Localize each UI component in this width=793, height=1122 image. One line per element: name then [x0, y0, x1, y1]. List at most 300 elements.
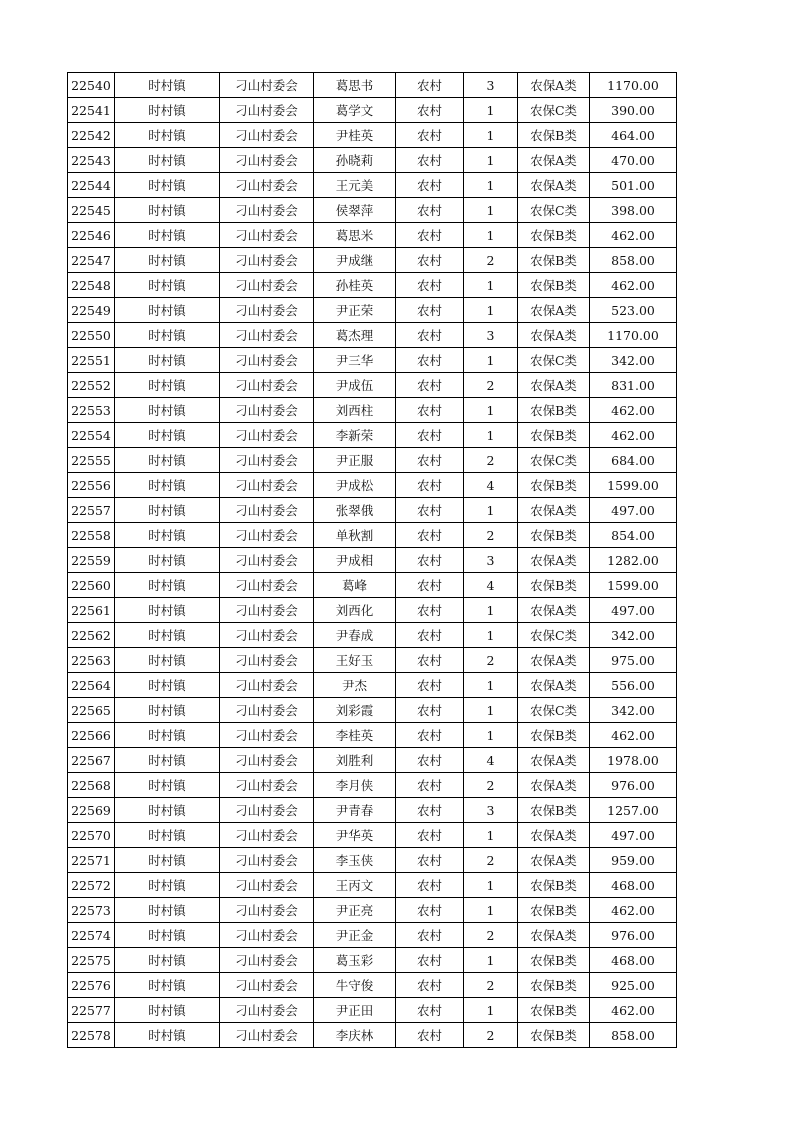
name-cell: 李新荣 — [314, 423, 396, 448]
person-count-cell: 1 — [464, 273, 518, 298]
table-row — [68, 423, 677, 448]
town-cell: 时村镇 — [115, 623, 220, 648]
town-cell: 时村镇 — [115, 948, 220, 973]
table-row — [68, 173, 677, 198]
town-cell: 时村镇 — [115, 173, 220, 198]
record-id-cell: 22563 — [68, 648, 115, 673]
amount-cell: 556.00 — [590, 673, 677, 698]
table-row — [68, 323, 677, 348]
table-row — [68, 148, 677, 173]
village-committee-cell: 刁山村委会 — [220, 473, 314, 498]
record-id-cell: 22558 — [68, 523, 115, 548]
household-type-cell: 农村 — [396, 248, 464, 273]
village-committee-cell: 刁山村委会 — [220, 498, 314, 523]
record-id-cell: 22553 — [68, 398, 115, 423]
person-count-cell: 4 — [464, 473, 518, 498]
person-count-cell: 1 — [464, 298, 518, 323]
village-committee-cell: 刁山村委会 — [220, 873, 314, 898]
household-type-cell: 农村 — [396, 723, 464, 748]
household-type-cell: 农村 — [396, 73, 464, 98]
table-row — [68, 623, 677, 648]
amount-cell: 470.00 — [590, 148, 677, 173]
table-row — [68, 848, 677, 873]
table-row — [68, 248, 677, 273]
town-cell: 时村镇 — [115, 873, 220, 898]
table-row — [68, 748, 677, 773]
amount-cell: 523.00 — [590, 298, 677, 323]
village-committee-cell: 刁山村委会 — [220, 323, 314, 348]
amount-cell: 462.00 — [590, 723, 677, 748]
name-cell: 尹正亮 — [314, 898, 396, 923]
table-row — [68, 923, 677, 948]
person-count-cell: 3 — [464, 323, 518, 348]
household-type-cell: 农村 — [396, 148, 464, 173]
name-cell: 刘胜利 — [314, 748, 396, 773]
amount-cell: 1170.00 — [590, 323, 677, 348]
record-id-cell: 22547 — [68, 248, 115, 273]
table-row — [68, 73, 677, 98]
record-id-cell: 22560 — [68, 573, 115, 598]
amount-cell: 925.00 — [590, 973, 677, 998]
person-count-cell: 1 — [464, 598, 518, 623]
village-committee-cell: 刁山村委会 — [220, 73, 314, 98]
person-count-cell: 2 — [464, 848, 518, 873]
record-id-cell: 22576 — [68, 973, 115, 998]
town-cell: 时村镇 — [115, 448, 220, 473]
table-row — [68, 998, 677, 1023]
household-type-cell: 农村 — [396, 398, 464, 423]
record-id-cell: 22569 — [68, 798, 115, 823]
insurance-category-cell: 农保C类 — [518, 448, 590, 473]
village-committee-cell: 刁山村委会 — [220, 898, 314, 923]
record-id-cell: 22577 — [68, 998, 115, 1023]
record-id-cell: 22561 — [68, 598, 115, 623]
name-cell: 尹青春 — [314, 798, 396, 823]
name-cell: 尹成相 — [314, 548, 396, 573]
household-type-cell: 农村 — [396, 748, 464, 773]
table-row — [68, 198, 677, 223]
insurance-category-cell: 农保B类 — [518, 1023, 590, 1048]
name-cell: 李桂英 — [314, 723, 396, 748]
household-type-cell: 农村 — [396, 648, 464, 673]
insurance-category-cell: 农保A类 — [518, 673, 590, 698]
town-cell: 时村镇 — [115, 673, 220, 698]
person-count-cell: 1 — [464, 398, 518, 423]
name-cell: 王丙文 — [314, 873, 396, 898]
insurance-category-cell: 农保A类 — [518, 598, 590, 623]
table-row — [68, 898, 677, 923]
person-count-cell: 1 — [464, 948, 518, 973]
amount-cell: 462.00 — [590, 998, 677, 1023]
table-row — [68, 348, 677, 373]
village-committee-cell: 刁山村委会 — [220, 448, 314, 473]
insurance-category-cell: 农保B类 — [518, 248, 590, 273]
household-type-cell: 农村 — [396, 473, 464, 498]
person-count-cell: 1 — [464, 623, 518, 648]
amount-cell: 468.00 — [590, 948, 677, 973]
name-cell: 王好玉 — [314, 648, 396, 673]
household-type-cell: 农村 — [396, 948, 464, 973]
person-count-cell: 4 — [464, 748, 518, 773]
name-cell: 葛峰 — [314, 573, 396, 598]
name-cell: 李庆林 — [314, 1023, 396, 1048]
person-count-cell: 2 — [464, 973, 518, 998]
insurance-category-cell: 农保B类 — [518, 123, 590, 148]
household-type-cell: 农村 — [396, 273, 464, 298]
record-id-cell: 22564 — [68, 673, 115, 698]
person-count-cell: 1 — [464, 873, 518, 898]
insurance-category-cell: 农保C类 — [518, 348, 590, 373]
table-row — [68, 448, 677, 473]
household-type-cell: 农村 — [396, 173, 464, 198]
insurance-category-cell: 农保B类 — [518, 948, 590, 973]
insurance-category-cell: 农保A类 — [518, 148, 590, 173]
village-committee-cell: 刁山村委会 — [220, 998, 314, 1023]
insurance-category-cell: 农保A类 — [518, 323, 590, 348]
record-id-cell: 22556 — [68, 473, 115, 498]
village-committee-cell: 刁山村委会 — [220, 173, 314, 198]
table-row — [68, 798, 677, 823]
household-type-cell: 农村 — [396, 98, 464, 123]
name-cell: 孙晓莉 — [314, 148, 396, 173]
name-cell: 尹三华 — [314, 348, 396, 373]
name-cell: 葛思书 — [314, 73, 396, 98]
village-committee-cell: 刁山村委会 — [220, 723, 314, 748]
insurance-category-cell: 农保B类 — [518, 998, 590, 1023]
record-id-cell: 22540 — [68, 73, 115, 98]
person-count-cell: 1 — [464, 148, 518, 173]
village-committee-cell: 刁山村委会 — [220, 573, 314, 598]
name-cell: 尹正荣 — [314, 298, 396, 323]
amount-cell: 464.00 — [590, 123, 677, 148]
amount-cell: 342.00 — [590, 623, 677, 648]
table-row — [68, 298, 677, 323]
village-committee-cell: 刁山村委会 — [220, 948, 314, 973]
name-cell: 王元美 — [314, 173, 396, 198]
town-cell: 时村镇 — [115, 498, 220, 523]
amount-cell: 497.00 — [590, 823, 677, 848]
insurance-category-cell: 农保B类 — [518, 723, 590, 748]
town-cell: 时村镇 — [115, 998, 220, 1023]
name-cell: 葛学文 — [314, 98, 396, 123]
village-committee-cell: 刁山村委会 — [220, 523, 314, 548]
record-id-cell: 22545 — [68, 198, 115, 223]
village-committee-cell: 刁山村委会 — [220, 698, 314, 723]
name-cell: 尹春成 — [314, 623, 396, 648]
amount-cell: 462.00 — [590, 223, 677, 248]
record-id-cell: 22554 — [68, 423, 115, 448]
name-cell: 张翠俄 — [314, 498, 396, 523]
person-count-cell: 1 — [464, 898, 518, 923]
amount-cell: 462.00 — [590, 398, 677, 423]
village-committee-cell: 刁山村委会 — [220, 198, 314, 223]
amount-cell: 342.00 — [590, 698, 677, 723]
town-cell: 时村镇 — [115, 373, 220, 398]
town-cell: 时村镇 — [115, 698, 220, 723]
household-type-cell: 农村 — [396, 123, 464, 148]
town-cell: 时村镇 — [115, 773, 220, 798]
name-cell: 尹成松 — [314, 473, 396, 498]
table-row — [68, 523, 677, 548]
name-cell: 孙桂英 — [314, 273, 396, 298]
amount-cell: 1257.00 — [590, 798, 677, 823]
household-type-cell: 农村 — [396, 548, 464, 573]
table-row — [68, 723, 677, 748]
table-row — [68, 398, 677, 423]
town-cell: 时村镇 — [115, 598, 220, 623]
table-row — [68, 698, 677, 723]
record-id-cell: 22575 — [68, 948, 115, 973]
household-type-cell: 农村 — [396, 373, 464, 398]
person-count-cell: 2 — [464, 448, 518, 473]
name-cell: 牛守俊 — [314, 973, 396, 998]
town-cell: 时村镇 — [115, 473, 220, 498]
insurance-category-cell: 农保B类 — [518, 523, 590, 548]
town-cell: 时村镇 — [115, 323, 220, 348]
name-cell: 李月侠 — [314, 773, 396, 798]
person-count-cell: 1 — [464, 423, 518, 448]
amount-cell: 462.00 — [590, 423, 677, 448]
insurance-category-cell: 农保B类 — [518, 973, 590, 998]
name-cell: 尹正服 — [314, 448, 396, 473]
person-count-cell: 2 — [464, 923, 518, 948]
town-cell: 时村镇 — [115, 298, 220, 323]
record-id-cell: 22565 — [68, 698, 115, 723]
amount-cell: 497.00 — [590, 498, 677, 523]
village-committee-cell: 刁山村委会 — [220, 148, 314, 173]
village-committee-cell: 刁山村委会 — [220, 973, 314, 998]
household-type-cell: 农村 — [396, 323, 464, 348]
name-cell: 尹桂英 — [314, 123, 396, 148]
amount-cell: 858.00 — [590, 1023, 677, 1048]
village-committee-cell: 刁山村委会 — [220, 1023, 314, 1048]
town-cell: 时村镇 — [115, 248, 220, 273]
table-row — [68, 598, 677, 623]
insurance-category-cell: 农保B类 — [518, 473, 590, 498]
person-count-cell: 2 — [464, 373, 518, 398]
town-cell: 时村镇 — [115, 848, 220, 873]
person-count-cell: 2 — [464, 773, 518, 798]
person-count-cell: 1 — [464, 223, 518, 248]
name-cell: 尹正田 — [314, 998, 396, 1023]
record-id-cell: 22551 — [68, 348, 115, 373]
record-id-cell: 22555 — [68, 448, 115, 473]
household-type-cell: 农村 — [396, 448, 464, 473]
name-cell: 葛思米 — [314, 223, 396, 248]
household-type-cell: 农村 — [396, 673, 464, 698]
amount-cell: 975.00 — [590, 648, 677, 673]
name-cell: 葛杰理 — [314, 323, 396, 348]
village-committee-cell: 刁山村委会 — [220, 398, 314, 423]
name-cell: 尹成伍 — [314, 373, 396, 398]
amount-cell: 398.00 — [590, 198, 677, 223]
amount-cell: 684.00 — [590, 448, 677, 473]
household-type-cell: 农村 — [396, 1023, 464, 1048]
town-cell: 时村镇 — [115, 648, 220, 673]
town-cell: 时村镇 — [115, 123, 220, 148]
person-count-cell: 1 — [464, 198, 518, 223]
village-committee-cell: 刁山村委会 — [220, 648, 314, 673]
name-cell: 侯翠萍 — [314, 198, 396, 223]
town-cell: 时村镇 — [115, 398, 220, 423]
household-type-cell: 农村 — [396, 348, 464, 373]
amount-cell: 959.00 — [590, 848, 677, 873]
village-committee-cell: 刁山村委会 — [220, 823, 314, 848]
record-id-cell: 22541 — [68, 98, 115, 123]
household-type-cell: 农村 — [396, 498, 464, 523]
insurance-category-cell: 农保C类 — [518, 698, 590, 723]
name-cell: 刘彩霞 — [314, 698, 396, 723]
amount-cell: 854.00 — [590, 523, 677, 548]
amount-cell: 390.00 — [590, 98, 677, 123]
person-count-cell: 1 — [464, 173, 518, 198]
person-count-cell: 1 — [464, 123, 518, 148]
household-type-cell: 农村 — [396, 848, 464, 873]
record-id-cell: 22567 — [68, 748, 115, 773]
record-id-cell: 22562 — [68, 623, 115, 648]
household-type-cell: 农村 — [396, 623, 464, 648]
record-id-cell: 22568 — [68, 773, 115, 798]
table-row — [68, 373, 677, 398]
amount-cell: 342.00 — [590, 348, 677, 373]
household-type-cell: 农村 — [396, 198, 464, 223]
insurance-category-cell: 农保A类 — [518, 298, 590, 323]
person-count-cell: 1 — [464, 998, 518, 1023]
table-row — [68, 973, 677, 998]
amount-cell: 462.00 — [590, 898, 677, 923]
insurance-category-cell: 农保C类 — [518, 198, 590, 223]
amount-cell: 976.00 — [590, 923, 677, 948]
amount-cell: 831.00 — [590, 373, 677, 398]
town-cell: 时村镇 — [115, 1023, 220, 1048]
household-type-cell: 农村 — [396, 923, 464, 948]
person-count-cell: 2 — [464, 648, 518, 673]
table-row — [68, 548, 677, 573]
village-committee-cell: 刁山村委会 — [220, 673, 314, 698]
person-count-cell: 1 — [464, 698, 518, 723]
amount-cell: 858.00 — [590, 248, 677, 273]
town-cell: 时村镇 — [115, 423, 220, 448]
village-committee-cell: 刁山村委会 — [220, 348, 314, 373]
records-table-body — [68, 73, 677, 1048]
town-cell: 时村镇 — [115, 923, 220, 948]
amount-cell: 497.00 — [590, 598, 677, 623]
village-committee-cell: 刁山村委会 — [220, 248, 314, 273]
town-cell: 时村镇 — [115, 148, 220, 173]
village-committee-cell: 刁山村委会 — [220, 848, 314, 873]
household-type-cell: 农村 — [396, 873, 464, 898]
amount-cell: 1978.00 — [590, 748, 677, 773]
insurance-category-cell: 农保A类 — [518, 923, 590, 948]
amount-cell: 1599.00 — [590, 473, 677, 498]
town-cell: 时村镇 — [115, 348, 220, 373]
household-type-cell: 农村 — [396, 798, 464, 823]
record-id-cell: 22574 — [68, 923, 115, 948]
table-row — [68, 648, 677, 673]
town-cell: 时村镇 — [115, 273, 220, 298]
insurance-category-cell: 农保A类 — [518, 823, 590, 848]
table-row — [68, 1023, 677, 1048]
town-cell: 时村镇 — [115, 748, 220, 773]
amount-cell: 462.00 — [590, 273, 677, 298]
insurance-category-cell: 农保B类 — [518, 398, 590, 423]
insurance-category-cell: 农保A类 — [518, 648, 590, 673]
insurance-category-cell: 农保C类 — [518, 623, 590, 648]
amount-cell: 501.00 — [590, 173, 677, 198]
village-committee-cell: 刁山村委会 — [220, 98, 314, 123]
insurance-category-cell: 农保B类 — [518, 798, 590, 823]
household-type-cell: 农村 — [396, 223, 464, 248]
name-cell: 李玉侠 — [314, 848, 396, 873]
town-cell: 时村镇 — [115, 723, 220, 748]
name-cell: 尹成继 — [314, 248, 396, 273]
town-cell: 时村镇 — [115, 223, 220, 248]
table-row — [68, 873, 677, 898]
village-committee-cell: 刁山村委会 — [220, 598, 314, 623]
town-cell: 时村镇 — [115, 198, 220, 223]
household-type-cell: 农村 — [396, 298, 464, 323]
records-table — [67, 72, 677, 1048]
table-row — [68, 98, 677, 123]
household-type-cell: 农村 — [396, 598, 464, 623]
insurance-category-cell: 农保B类 — [518, 573, 590, 598]
insurance-category-cell: 农保B类 — [518, 273, 590, 298]
insurance-category-cell: 农保B类 — [518, 423, 590, 448]
record-id-cell: 22570 — [68, 823, 115, 848]
record-id-cell: 22559 — [68, 548, 115, 573]
person-count-cell: 1 — [464, 498, 518, 523]
household-type-cell: 农村 — [396, 698, 464, 723]
village-committee-cell: 刁山村委会 — [220, 123, 314, 148]
record-id-cell: 22542 — [68, 123, 115, 148]
village-committee-cell: 刁山村委会 — [220, 298, 314, 323]
household-type-cell: 农村 — [396, 823, 464, 848]
table-row — [68, 673, 677, 698]
table-row — [68, 498, 677, 523]
record-id-cell: 22544 — [68, 173, 115, 198]
insurance-category-cell: 农保A类 — [518, 73, 590, 98]
table-row — [68, 573, 677, 598]
town-cell: 时村镇 — [115, 548, 220, 573]
table-row — [68, 948, 677, 973]
table-row — [68, 223, 677, 248]
amount-cell: 1599.00 — [590, 573, 677, 598]
village-committee-cell: 刁山村委会 — [220, 373, 314, 398]
amount-cell: 976.00 — [590, 773, 677, 798]
record-id-cell: 22572 — [68, 873, 115, 898]
name-cell: 刘西柱 — [314, 398, 396, 423]
town-cell: 时村镇 — [115, 523, 220, 548]
village-committee-cell: 刁山村委会 — [220, 623, 314, 648]
person-count-cell: 1 — [464, 723, 518, 748]
household-type-cell: 农村 — [396, 973, 464, 998]
town-cell: 时村镇 — [115, 573, 220, 598]
record-id-cell: 22548 — [68, 273, 115, 298]
record-id-cell: 22578 — [68, 1023, 115, 1048]
insurance-category-cell: 农保A类 — [518, 848, 590, 873]
person-count-cell: 1 — [464, 98, 518, 123]
table-row — [68, 273, 677, 298]
town-cell: 时村镇 — [115, 898, 220, 923]
insurance-category-cell: 农保A类 — [518, 773, 590, 798]
village-committee-cell: 刁山村委会 — [220, 923, 314, 948]
record-id-cell: 22557 — [68, 498, 115, 523]
table-row — [68, 823, 677, 848]
person-count-cell: 1 — [464, 673, 518, 698]
record-id-cell: 22552 — [68, 373, 115, 398]
record-id-cell: 22546 — [68, 223, 115, 248]
person-count-cell: 1 — [464, 823, 518, 848]
